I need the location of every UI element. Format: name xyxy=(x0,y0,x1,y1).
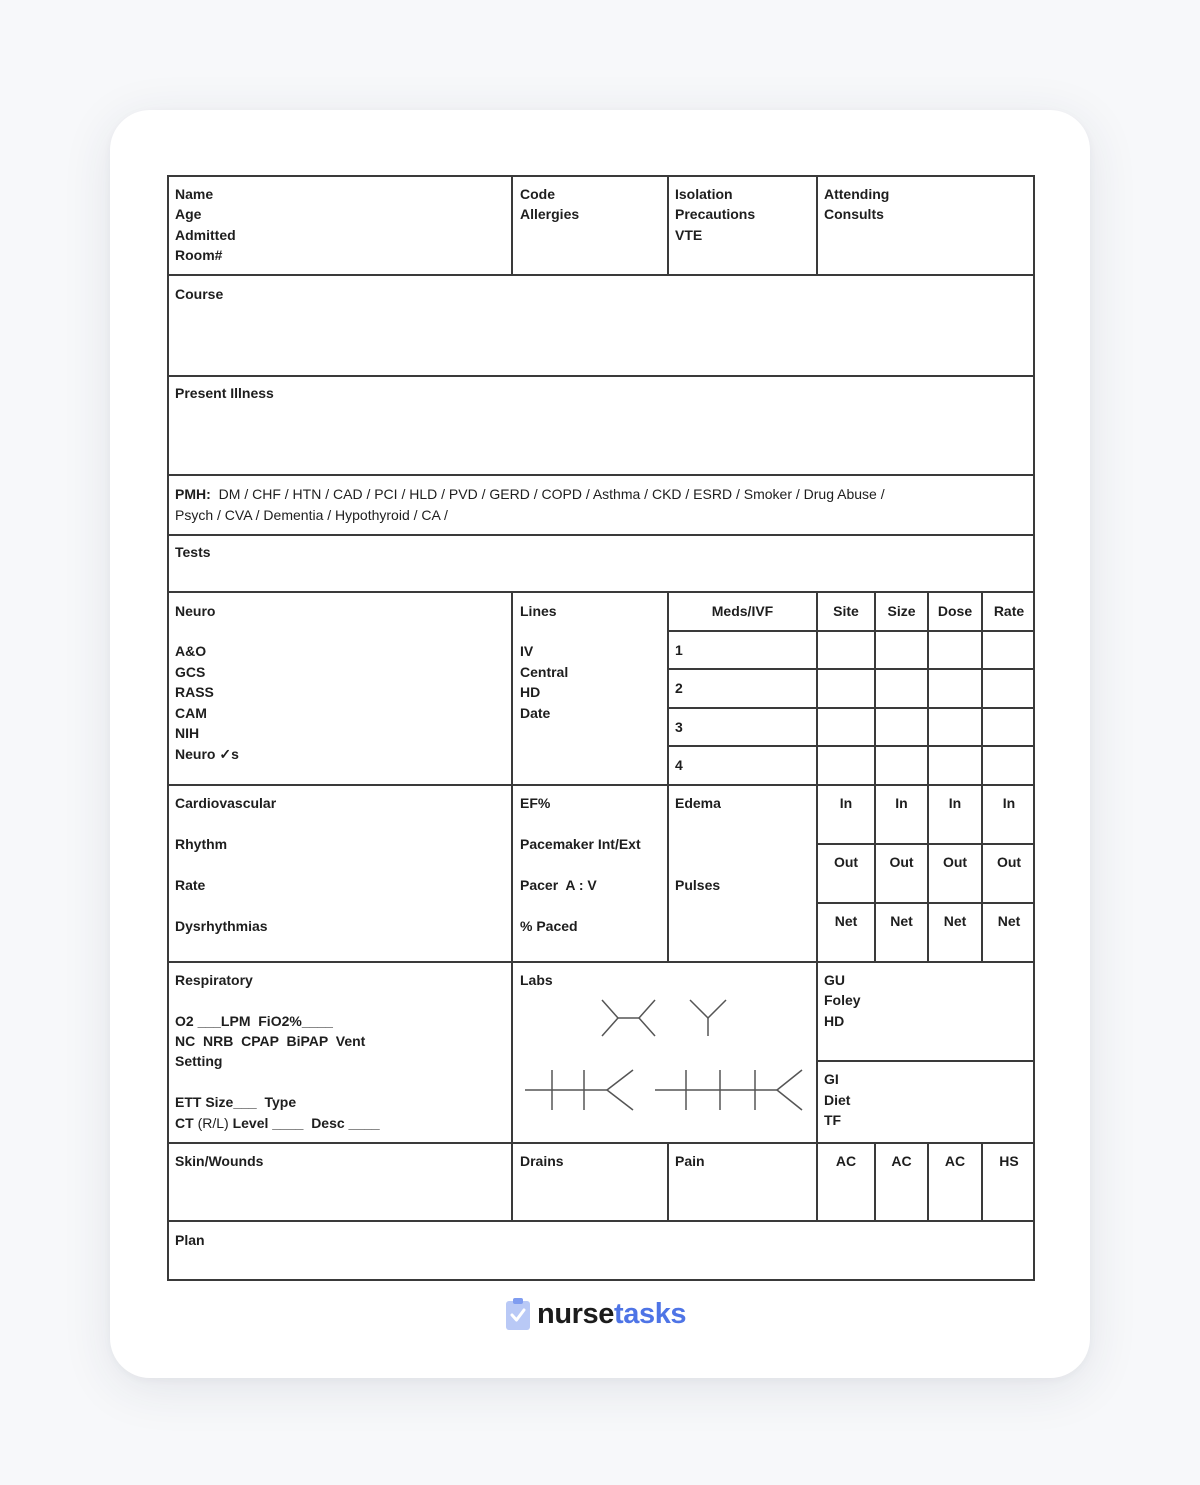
med-row-number: 3 xyxy=(675,719,683,735)
neuro-item: Neuro ✓s xyxy=(175,746,239,762)
edema-label: Edema xyxy=(675,795,721,811)
rate-label: Rate xyxy=(175,877,206,893)
row-divider xyxy=(167,591,1035,593)
isolation-label: Isolation xyxy=(675,186,733,202)
lab-fishbone-diagrams xyxy=(515,990,815,1140)
grid-line xyxy=(667,745,1035,747)
age-label: Age xyxy=(175,206,202,222)
grid-line xyxy=(667,668,1035,670)
lines-title: Lines xyxy=(520,603,557,619)
io-in: In xyxy=(948,795,962,811)
cardio-title: Cardiovascular xyxy=(175,795,277,811)
row-divider xyxy=(167,274,1035,276)
io-in: In xyxy=(1002,795,1016,811)
grid-line xyxy=(667,630,1035,632)
cmp-fishbone-icon xyxy=(655,1070,802,1110)
lines-item: IV xyxy=(520,643,534,659)
name-label: Name xyxy=(175,186,214,202)
col-divider xyxy=(511,175,513,275)
col-divider xyxy=(927,591,929,962)
brand-part-2: tasks xyxy=(613,1297,687,1330)
row-divider xyxy=(167,784,1035,786)
io-in: In xyxy=(895,795,908,811)
col-divider xyxy=(816,591,818,1221)
allergies-label: Allergies xyxy=(520,206,580,222)
pmh-label: PMH: xyxy=(175,486,211,502)
o2-line: O2 ___LPM FiO2%____ xyxy=(175,1013,333,1029)
brand-wordmark xyxy=(537,1298,686,1331)
tf-label: TF xyxy=(824,1112,842,1128)
io-net: Net xyxy=(834,913,858,929)
col-divider xyxy=(667,175,669,275)
attending-label: Attending xyxy=(824,186,890,202)
neuro-title: Neuro xyxy=(175,603,216,619)
lines-item: HD xyxy=(520,684,541,700)
size-header: Size xyxy=(887,603,916,619)
vte-label: VTE xyxy=(675,227,703,243)
skin-wounds-label: Skin/Wounds xyxy=(175,1153,264,1169)
dose-header: Dose xyxy=(937,603,973,619)
gu-hd-label: HD xyxy=(824,1013,845,1029)
pacer-label: Pacer A : V xyxy=(520,877,597,893)
io-out: Out xyxy=(833,854,859,870)
neuro-item: RASS xyxy=(175,684,214,700)
code-label: Code xyxy=(520,186,555,202)
row-divider xyxy=(167,375,1035,377)
present-illness-label: Present Illness xyxy=(175,385,274,401)
neuro-item: GCS xyxy=(175,664,206,680)
pmh-line-2: Psych / CVA / Dementia / Hypothyroid / CA / xyxy=(175,506,448,523)
row-divider xyxy=(167,1220,1035,1222)
rate-header: Rate xyxy=(993,603,1025,619)
io-in: In xyxy=(839,795,853,811)
pmh-line-1: DM / CHF / HTN / CAD / PCI / HLD / PVD / GERD / COPD / Asthma / CKD / ESRD / Smoker / Drug Abuse / xyxy=(218,486,885,502)
gu-title: GU xyxy=(824,972,845,988)
ac-label: AC xyxy=(835,1153,857,1169)
hs-label: HS xyxy=(999,1153,1019,1169)
setting-label: Setting xyxy=(175,1053,223,1069)
neuro-item: CAM xyxy=(175,705,207,721)
io-out: Out xyxy=(942,854,968,870)
io-net: Net xyxy=(997,913,1021,929)
brand-part-1: nurse xyxy=(537,1297,614,1330)
site-header: Site xyxy=(833,603,859,619)
dysrhythmias-label: Dysrhythmias xyxy=(175,918,268,934)
pmh-list xyxy=(175,484,1025,525)
rhythm-label: Rhythm xyxy=(175,836,228,852)
ac-label: AC xyxy=(891,1153,912,1169)
room-label: Room# xyxy=(175,247,223,263)
col-divider xyxy=(667,591,669,962)
row-divider xyxy=(167,1142,1035,1144)
consults-label: Consults xyxy=(824,206,884,222)
paced-label: % Paced xyxy=(520,918,578,934)
col-divider xyxy=(874,591,876,962)
grid-line xyxy=(816,843,1035,845)
row-divider xyxy=(167,534,1035,536)
drains-label: Drains xyxy=(520,1153,564,1169)
grid-line xyxy=(816,902,1035,904)
plan-label: Plan xyxy=(175,1232,205,1248)
diet-label: Diet xyxy=(824,1092,851,1108)
labs-title: Labs xyxy=(520,972,553,988)
pacemaker-label: Pacemaker Int/Ext xyxy=(520,836,641,852)
neuro-item: A&O xyxy=(175,643,207,659)
cbc-diagram-icon xyxy=(690,1000,726,1036)
row-divider xyxy=(167,961,1035,963)
resp-title: Respiratory xyxy=(175,972,253,988)
col-divider xyxy=(816,175,818,275)
precautions-label: Precautions xyxy=(675,206,756,222)
lines-item: Central xyxy=(520,664,569,680)
gi-title: GI xyxy=(824,1071,839,1087)
med-row-number: 1 xyxy=(675,642,683,658)
ct-level-desc: Level ____ Desc ____ xyxy=(232,1115,380,1131)
row-divider xyxy=(167,474,1035,476)
admitted-label: Admitted xyxy=(175,227,236,243)
ett-line: ETT Size___ Type xyxy=(175,1094,297,1110)
io-net: Net xyxy=(943,913,967,929)
io-net: Net xyxy=(890,913,913,929)
foley-label: Foley xyxy=(824,992,861,1008)
ct-label: CT xyxy=(175,1115,194,1131)
neuro-item: NIH xyxy=(175,725,200,741)
ct-line xyxy=(175,1113,380,1134)
col-divider xyxy=(667,1142,669,1221)
abg-diagram-icon xyxy=(602,1000,655,1036)
course-label: Course xyxy=(175,286,224,302)
io-out: Out xyxy=(889,854,914,870)
pain-label: Pain xyxy=(675,1153,705,1169)
lines-item: Date xyxy=(520,705,551,721)
o2-devices: NC NRB CPAP BiPAP Vent xyxy=(175,1033,366,1049)
ac-label: AC xyxy=(944,1153,966,1169)
col-divider xyxy=(981,591,983,962)
grid-line xyxy=(816,1060,1035,1062)
nursetasks-logo xyxy=(505,1296,686,1332)
pulses-label: Pulses xyxy=(675,877,721,893)
io-out: Out xyxy=(996,854,1022,870)
meds-header: Meds/IVF xyxy=(711,603,774,619)
col-divider xyxy=(511,591,513,1221)
med-row-number: 2 xyxy=(675,680,683,696)
clipboard-check-icon xyxy=(505,1297,531,1331)
med-row-number: 4 xyxy=(675,757,683,773)
grid-line xyxy=(667,707,1035,709)
ct-side: (R/L) xyxy=(197,1115,229,1131)
ef-label: EF% xyxy=(520,795,551,811)
bmp-fishbone-icon xyxy=(525,1070,633,1110)
tests-label: Tests xyxy=(175,544,211,560)
